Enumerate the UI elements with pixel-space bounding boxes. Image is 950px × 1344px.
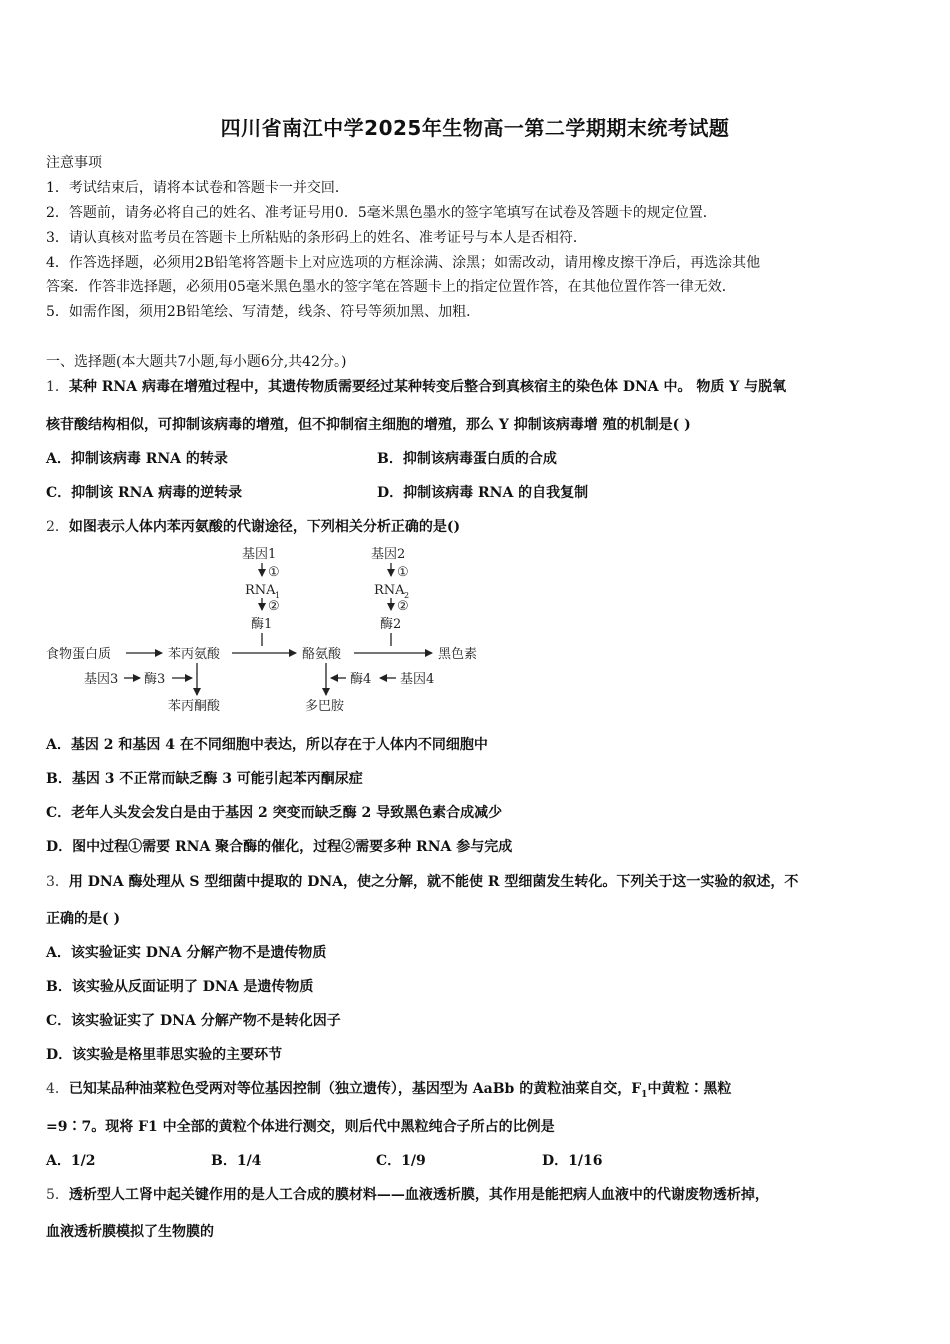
q1-option-a[interactable]: A．抑制该病毒 RNA 的转录: [46, 451, 228, 467]
notice-item-4-cont: 答案．作答非选择题，必须用05毫米黑色墨水的签字笔在答题卡上的指定位置作答，在其他位置作答一律无效．: [46, 279, 736, 295]
q1-option-d[interactable]: D．抑制该病毒 RNA 的自我复制: [377, 485, 589, 501]
enzyme-2-label: 酶2: [380, 617, 402, 632]
enzyme-4-label: 酶4: [350, 672, 372, 687]
q3-option-d[interactable]: D．该实验是格里菲思实验的主要环节: [46, 1047, 283, 1063]
q2-option-c[interactable]: C．老年人头发会发白是由于基因 2 突变而缺乏酶 2 导致黑色素合成减少: [46, 805, 503, 821]
q4-text-1b: 中黄粒∶黑粒: [647, 1081, 732, 1097]
tyrosine-label: 酪氨酸: [302, 647, 342, 662]
q3-option-b[interactable]: B．该实验从反面证明了 DNA 是遗传物质: [46, 979, 314, 995]
notice-item-3: 3．请认真核对监考员在答题卡上所粘贴的条形码上的姓名、准考证号与本人是否相符．: [46, 230, 587, 246]
q2-option-b[interactable]: B．基因 3 不正常而缺乏酶 3 可能引起苯丙酮尿症: [46, 771, 363, 787]
rna-2-label: RNA: [374, 583, 405, 598]
step-2-label-b: ②: [397, 599, 409, 614]
rna-1-subscript: 1: [275, 591, 281, 600]
q4-option-c[interactable]: C．1/9: [376, 1153, 426, 1169]
metabolism-diagram: [44, 540, 494, 720]
page-title: 四川省南江中学2025年生物高一第二学期期末统考试题: [220, 116, 730, 140]
notice-item-2: 2．答题前，请务必将自己的姓名、准考证号用0．5毫米黑色墨水的签字笔填写在试卷及答题卡的规定位置．: [46, 205, 717, 221]
q3-number: 3．: [46, 874, 69, 890]
notice-item-5: 5．如需作图，须用2B铅笔绘、写清楚，线条、符号等须加黑、加粗．: [46, 304, 481, 320]
q4-line-2: =9∶7。现将 F1 中全部的黄粒个体进行测交，则后代中黑粒纯合子所占的比例是: [46, 1119, 555, 1135]
q5-number: 5．: [46, 1187, 69, 1203]
q1-line-2: 核苷酸结构相似，可抑制该病毒的增殖，但不抑制宿主细胞的增殖，那么 Y 抑制该病毒增 殖的机制是( ): [46, 417, 691, 433]
phenylalanine-label: 苯丙氨酸: [168, 647, 221, 662]
q3-line-2: 正确的是( ): [46, 911, 121, 927]
gene-4-label: 基因4: [400, 672, 435, 687]
enzyme-3-label: 酶3: [144, 672, 166, 687]
q1-option-c[interactable]: C．抑制该 RNA 病毒的逆转录: [46, 485, 243, 501]
q4-option-a[interactable]: A．1/2: [46, 1153, 96, 1169]
q2-number: 2．: [46, 519, 69, 535]
melanin-label: 黑色素: [438, 647, 478, 662]
q1-number: 1．: [46, 379, 69, 395]
q5-text-1: 透析型人工肾中起关键作用的是人工合成的膜材料——血液透析膜，其作用是能把病人血液中的代谢废物透析掉，: [68, 1187, 769, 1203]
q3-line-1: [46, 871, 798, 891]
gene-1-label: 基因1: [242, 547, 277, 562]
notice-heading: 注意事项: [46, 155, 102, 171]
q4-option-b[interactable]: B．1/4: [211, 1153, 262, 1169]
q4-f1-subscript: 1: [641, 1089, 648, 1100]
q2-option-a[interactable]: A．基因 2 和基因 4 在不同细胞中表达，所以存在于人体内不同细胞中: [46, 737, 488, 753]
q2-text: 如图表示人体内苯丙氨酸的代谢途径，下列相关分析正确的是(): [68, 519, 461, 535]
q5-line-1: [46, 1184, 769, 1204]
step-2-label-a: ②: [268, 599, 280, 614]
phenylpyruvate-label: 苯丙酮酸: [168, 699, 221, 714]
enzyme-1-label: 酶1: [251, 617, 273, 632]
q4-text-1a: 已知某品种油菜粒色受两对等位基因控制（独立遗传），基因型为 AaBb 的黄粒油菜自交，F: [68, 1081, 642, 1097]
gene-2-label: 基因2: [371, 547, 406, 562]
q1-text-1: 某种 RNA 病毒在增殖过程中，其遗传物质需要经过某种转变后整合到真核宿主的染色体 DNA 中。 物质 Y 与脱氧: [68, 379, 787, 395]
q1-line-1: [46, 376, 786, 396]
q2-stem: [46, 516, 460, 536]
q4-line-1: [46, 1078, 731, 1100]
q3-text-1: 用 DNA 酶处理从 S 型细菌中提取的 DNA，使之分解，就不能使 R 型细菌发生转化。下列关于这一实验的叙述，不: [68, 874, 799, 890]
q1-option-b[interactable]: B．抑制该病毒蛋白质的合成: [377, 451, 557, 467]
gene-3-label: 基因3: [84, 672, 119, 687]
dopamine-label: 多巴胺: [305, 699, 345, 714]
q2-option-d[interactable]: D．图中过程①需要 RNA 聚合酶的催化，过程②需要多种 RNA 参与完成: [46, 839, 513, 855]
q4-option-d[interactable]: D．1/16: [542, 1153, 603, 1169]
step-1-label-b: ①: [397, 565, 409, 580]
section-heading: 一、选择题(本大题共7小题,每小题6分,共42分。): [46, 354, 347, 370]
rna-1-label: RNA: [245, 583, 276, 598]
food-protein-label: 食物蛋白质: [46, 647, 112, 662]
step-1-label-a: ①: [268, 565, 280, 580]
q3-option-a[interactable]: A．该实验证实 DNA 分解产物不是遗传物质: [46, 945, 327, 961]
rna-2-subscript: 2: [404, 591, 410, 600]
notice-item-1: 1．考试结束后，请将本试卷和答题卡一并交回．: [46, 180, 349, 196]
notice-item-4: 4．作答选择题，必须用2B铅笔将答题卡上对应选项的方框涂满、涂黑；如需改动，请用橡皮擦干净后，再选涂其他: [46, 255, 761, 271]
q4-number: 4．: [46, 1081, 69, 1097]
q5-line-2: 血液透析膜模拟了生物膜的: [46, 1224, 214, 1240]
q3-option-c[interactable]: C．该实验证实了 DNA 分解产物不是转化因子: [46, 1013, 341, 1029]
